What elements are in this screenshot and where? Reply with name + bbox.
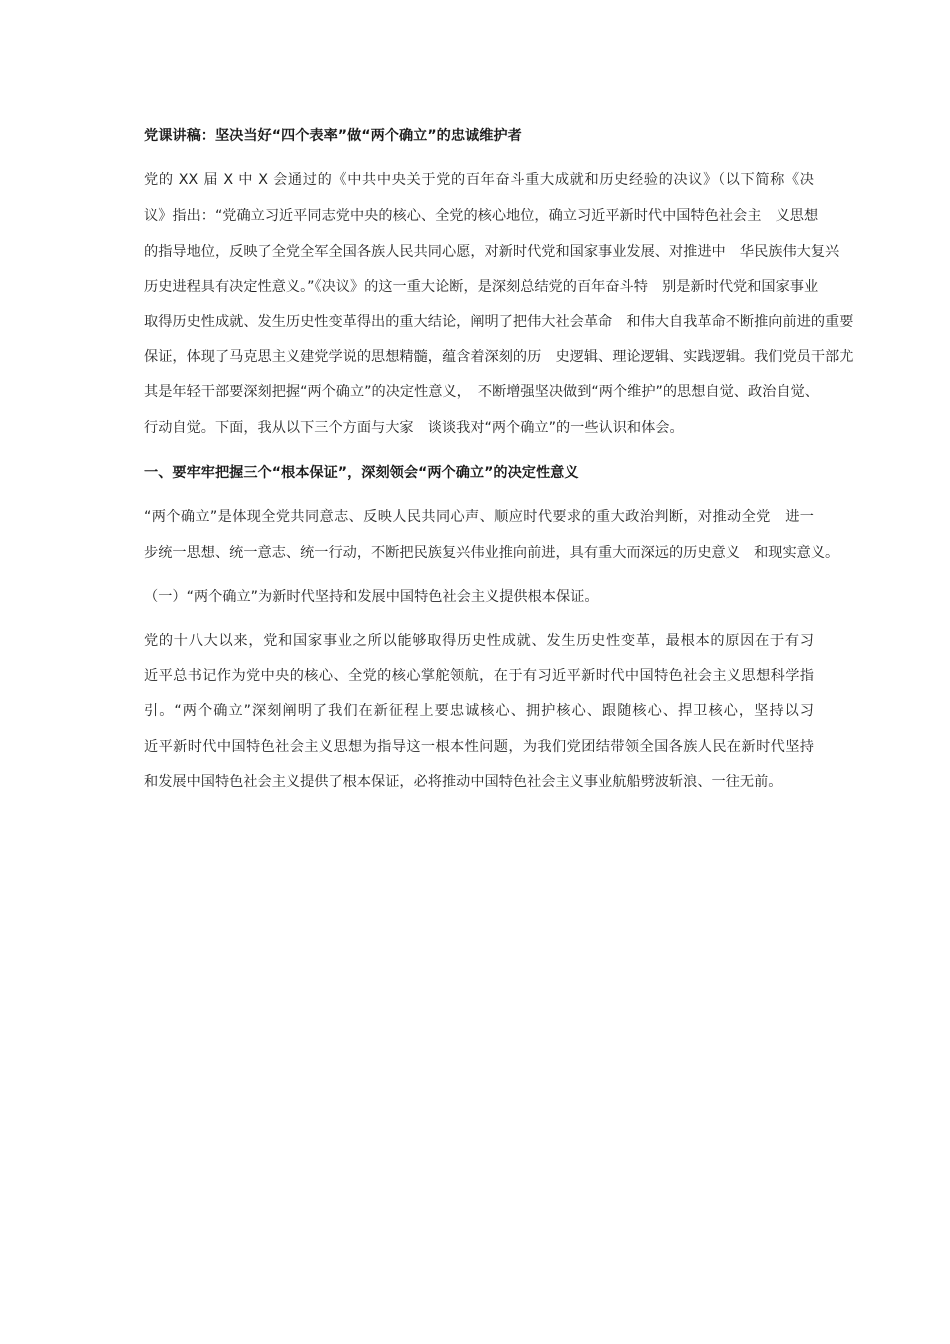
- paragraph-line: 保证，体现了马克思主义建党学说的思想精髓，蕴含着深刻的历 史逻辑、理论逻辑、实践逻辑。我们党员干部尤: [144, 349, 854, 365]
- paragraph-line: 引。“两个确立”深刻阐明了我们在新征程上要忠诚核心、拥护核心、跟随核心、捍卫核心，坚持以习: [144, 703, 814, 719]
- paragraph-line: 党的 XX 届 X 中 X 会通过的《中共中央关于党的百年奋斗重大成就和历史经验的决议》（以下简称《决: [144, 172, 814, 188]
- paragraph-line: 取得历史性成就、发生历史性变革得出的重大结论，阐明了把伟大社会革命 和伟大自我革命不断推向前进的重要: [144, 314, 854, 330]
- paragraph-line: 历史进程具有决定性意义。”《决议》的这一重大论断，是深刻总结党的百年奋斗特 别是新时代党和国家事业: [144, 279, 819, 295]
- paragraph-line: 步统一思想、统一意志、统一行动，不断把民族复兴伟业推向前进，具有重大而深远的历史意义 和现实意义。: [144, 545, 840, 561]
- paragraph-line: 行动自觉。下面，我从以下三个方面与大家 谈谈我对“两个确立”的一些认识和体会。: [144, 420, 684, 436]
- paragraph-line: 党的十八大以来，党和国家事业之所以能够取得历史性成就、发生历史性变革，最根本的原因在于有习: [144, 633, 814, 649]
- paragraph-line: “两个确立”是体现全党共同意志、反映人民共同心声、顺应时代要求的重大政治判断，对推动全党 进一: [144, 509, 814, 525]
- paragraph-line: 和发展中国特色社会主义提供了根本保证，必将推动中国特色社会主义事业航船劈波斩浪、一往无前。: [144, 774, 783, 790]
- paragraph-line: 近平总书记作为党中央的核心、全党的核心掌舵领航，在于有习近平新时代中国特色社会主义思想科学指: [144, 668, 814, 684]
- document-title: 党课讲稿：坚决当好“四个表率”做“两个确立”的忠诚维护者: [144, 128, 522, 144]
- subsection-heading: （一）“两个确立”为新时代坚持和发展中国特色社会主义提供根本保证。: [144, 589, 599, 605]
- paragraph-line: 的指导地位，反映了全党全军全国各族人民共同心愿，对新时代党和国家事业发展、对推进中 华民族伟大复兴: [144, 244, 840, 260]
- section-heading: 一、要牢牢把握三个“根本保证”，深刻领会“两个确立”的决定性意义: [144, 465, 579, 481]
- paragraph-line: 议》指出：“党确立习近平同志党中央的核心、全党的核心地位，确立习近平新时代中国特色社会主 义思想: [144, 208, 819, 224]
- paragraph-line: 其是年轻干部要深刻把握“两个确立”的决定性意义， 不断增强坚决做到“两个维护”的思想自觉、政治自觉、: [144, 384, 819, 400]
- paragraph-line: 近平新时代中国特色社会主义思想为指导这一根本性问题，为我们党团结带领全国各族人民在新时代坚持: [144, 739, 814, 755]
